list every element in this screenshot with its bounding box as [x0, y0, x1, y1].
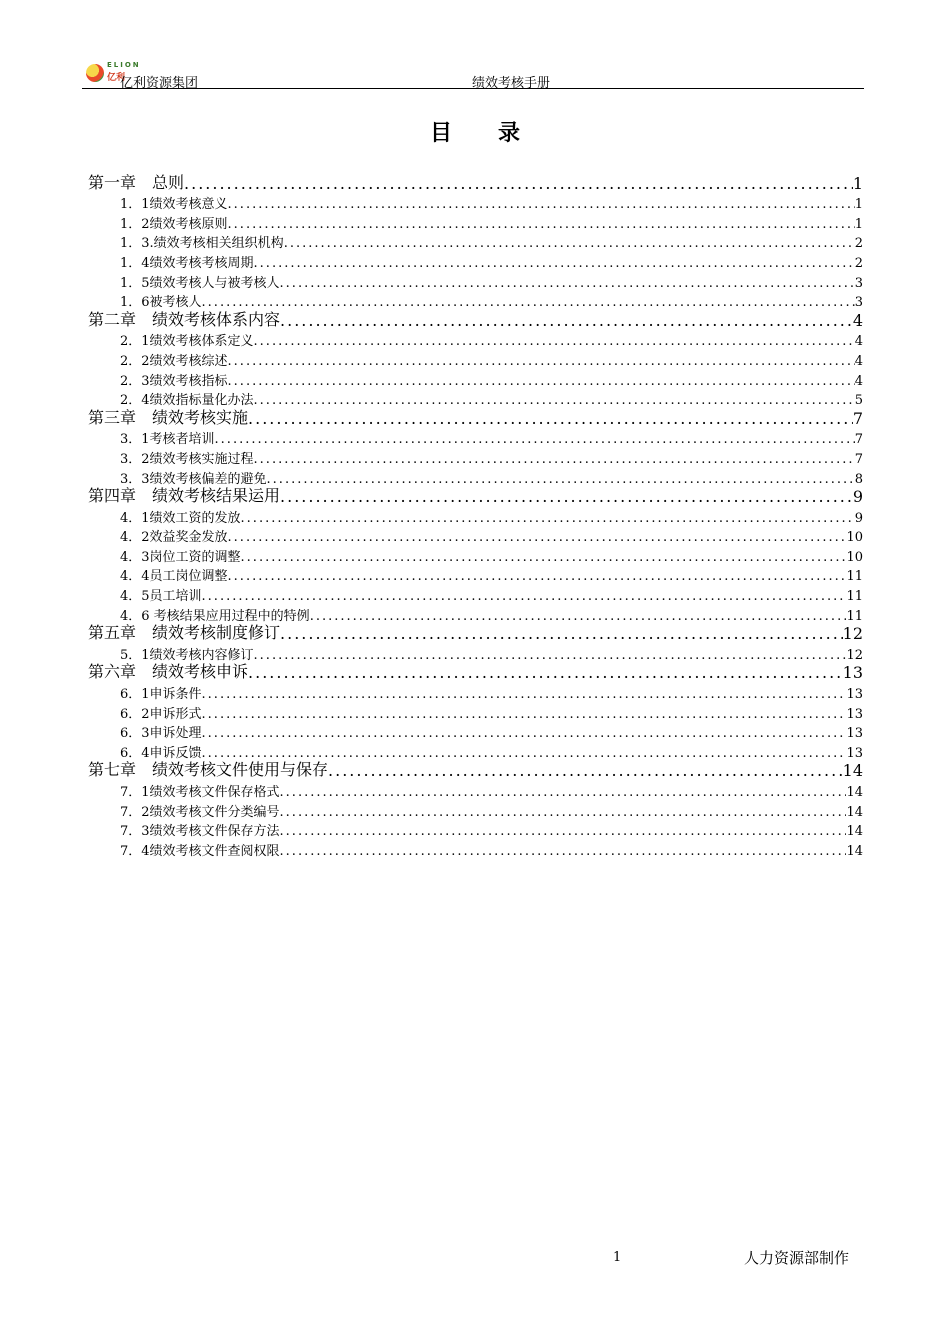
toc-entry-label: 3．2绩效考核实施过程	[120, 451, 254, 467]
toc-entry-label: 1．6被考核人	[120, 295, 202, 311]
toc-leader-dots	[228, 569, 847, 584]
toc-entry-label: 4．5员工培训	[120, 589, 202, 605]
toc-section-entry[interactable]	[88, 271, 863, 291]
toc-section-entry[interactable]	[88, 467, 863, 487]
toc-entry-page: 4	[854, 353, 863, 369]
company-name: 亿利资源集团	[120, 76, 199, 91]
toc-leader-dots	[254, 648, 847, 663]
toc-leader-dots	[328, 761, 843, 780]
toc-entry-label: 4．1绩效工资的发放	[120, 510, 241, 526]
toc-entry-label: 7．2绩效考核文件分类编号	[120, 804, 280, 820]
toc-leader-dots	[228, 374, 855, 389]
toc-leader-dots	[202, 746, 847, 761]
toc-section-entry[interactable]	[88, 565, 863, 585]
toc-entry-label: 4．6 考核结果应用过程中的特例	[120, 608, 310, 624]
toc-entry-label: 6．3申诉处理	[120, 726, 202, 742]
toc-leader-dots	[202, 589, 847, 604]
toc-entry-page: 4	[852, 310, 863, 330]
toc-entry-label: 2．2绩效考核综述	[120, 353, 228, 369]
toc-chapter-entry[interactable]	[88, 310, 863, 330]
toc-entry-page: 3	[854, 295, 863, 311]
logo-text-cn: 亿利	[107, 73, 126, 83]
toc-entry-page: 14	[846, 843, 863, 859]
toc-entry-label: 6．1申诉条件	[120, 687, 202, 703]
toc-entry-page: 1	[852, 173, 863, 193]
toc-entry-page: 3	[854, 275, 863, 291]
toc-section-entry[interactable]	[88, 447, 863, 467]
toc-entry-page: 14	[846, 824, 863, 840]
toc-leader-dots	[280, 276, 855, 291]
toc-entry-page: 1	[854, 216, 863, 232]
toc-section-entry[interactable]	[88, 584, 863, 604]
toc-entry-page: 13	[842, 663, 863, 683]
toc-entry-page: 14	[842, 761, 863, 781]
toc-entry-page: 11	[846, 589, 863, 605]
toc-entry-label: 第二章 绩效考核体系内容	[88, 310, 281, 329]
toc-entry-label: 7．4绩效考核文件查阅权限	[120, 843, 280, 859]
toc-section-entry[interactable]	[88, 330, 863, 350]
toc-leader-dots	[280, 487, 853, 506]
toc-chapter-entry[interactable]	[88, 624, 863, 644]
toc-leader-dots	[248, 663, 843, 682]
toc-entry-label: 1．3.绩效考核相关组织机构	[120, 236, 284, 252]
toc-section-entry[interactable]	[88, 506, 863, 526]
toc-leader-dots	[248, 409, 853, 428]
toc-leader-dots	[202, 295, 855, 310]
toc-entry-label: 6．4申诉反馈	[120, 745, 202, 761]
toc-section-entry[interactable]	[88, 643, 863, 663]
toc-leader-dots	[280, 311, 853, 330]
toc-leader-dots	[202, 687, 847, 702]
toc-entry-label: 4．3岗位工资的调整	[120, 549, 241, 565]
toc-entry-label: 2．1绩效考核体系定义	[120, 334, 254, 350]
toc-chapter-entry[interactable]	[88, 173, 863, 193]
toc-chapter-entry[interactable]	[88, 487, 863, 507]
toc-leader-dots	[202, 726, 847, 741]
toc-entry-label: 第一章 总则	[88, 173, 185, 192]
toc-entry-label: 第六章 绩效考核申诉	[88, 662, 249, 682]
toc-section-entry[interactable]	[88, 389, 863, 409]
toc-leader-dots	[280, 824, 847, 839]
page-number: 1	[613, 1250, 622, 1265]
toc-section-entry[interactable]	[88, 193, 863, 213]
toc-entry-page: 11	[846, 569, 863, 585]
toc-entry-page: 11	[846, 608, 863, 624]
toc-entry-page: 13	[846, 706, 863, 722]
toc-leader-dots	[254, 452, 855, 467]
toc-leader-dots	[215, 432, 855, 447]
toc-leader-dots	[241, 511, 855, 526]
toc-leader-dots	[254, 256, 855, 271]
toc-section-entry[interactable]	[88, 839, 863, 859]
page-title: 目录	[429, 121, 566, 146]
toc-entry-label: 1．5绩效考核人与被考核人	[120, 275, 280, 291]
toc-entry-label: 1．2绩效考核原则	[120, 216, 228, 232]
toc-entry-page: 7	[854, 432, 863, 448]
toc-section-entry[interactable]	[88, 545, 863, 565]
toc-entry-page: 14	[846, 804, 863, 820]
toc-entry-label: 7．3绩效考核文件保存方法	[120, 824, 280, 840]
toc-leader-dots	[254, 334, 855, 349]
toc-section-entry[interactable]	[88, 682, 863, 702]
toc-entry-label: 第五章 绩效考核制度修订	[88, 623, 281, 643]
toc-section-entry[interactable]	[88, 212, 863, 232]
toc-leader-dots	[202, 707, 847, 722]
toc-section-entry[interactable]	[88, 349, 863, 369]
toc-entry-page: 12	[846, 647, 863, 663]
toc-entry-label: 6．2申诉形式	[120, 706, 202, 722]
toc-section-entry[interactable]	[88, 428, 863, 448]
toc-section-entry[interactable]	[88, 780, 863, 800]
toc-section-entry[interactable]	[88, 722, 863, 742]
toc-entry-page: 2	[854, 236, 863, 252]
toc-chapter-entry[interactable]	[88, 663, 863, 683]
toc-section-entry[interactable]	[88, 604, 863, 624]
toc-entry-label: 7．1绩效考核文件保存格式	[120, 785, 280, 800]
toc-section-entry[interactable]	[88, 800, 863, 820]
toc-leader-dots	[254, 393, 855, 408]
toc-section-entry[interactable]	[88, 820, 863, 840]
toc-entry-page: 13	[846, 726, 863, 742]
toc-entry-label: 4．4员工岗位调整	[120, 569, 228, 585]
toc-entry-label: 5．1绩效考核内容修订	[120, 647, 254, 663]
toc-leader-dots	[280, 844, 847, 859]
toc-chapter-entry[interactable]	[88, 761, 863, 781]
toc-section-entry[interactable]	[88, 702, 863, 722]
toc-leader-dots	[280, 785, 847, 800]
toc-entry-page: 7	[854, 451, 863, 467]
toc-section-entry[interactable]	[88, 232, 863, 252]
toc-section-entry[interactable]	[88, 369, 863, 389]
toc-entry-label: 1．1绩效考核意义	[120, 197, 228, 213]
toc-entry-label: 3．1考核者培训	[120, 432, 215, 448]
logo-text-en: ELION	[107, 61, 141, 69]
toc-entry-label: 3．3绩效考核偏差的避免	[120, 471, 267, 487]
toc-leader-dots	[280, 805, 847, 820]
toc-leader-dots	[228, 217, 855, 232]
toc-entry-label: 4．2效益奖金发放	[120, 530, 228, 546]
toc-section-entry[interactable]	[88, 291, 863, 311]
toc-entry-page: 13	[846, 745, 863, 761]
toc-entry-page: 12	[842, 624, 863, 644]
toc-section-entry[interactable]	[88, 741, 863, 761]
toc-entry-page: 10	[846, 530, 863, 546]
toc-leader-dots	[228, 354, 855, 369]
toc-entry-page: 4	[854, 334, 863, 350]
toc-entry-page: 7	[852, 408, 863, 428]
toc-entry-label: 第七章 绩效考核文件使用与保存	[88, 760, 329, 780]
logo-emblem-icon	[86, 64, 104, 82]
toc-entry-label: 2．3绩效考核指标	[120, 373, 228, 389]
footer-department: 人力资源部制作	[744, 1249, 850, 1267]
toc-entry-label: 第三章 绩效考核实施	[88, 408, 249, 427]
toc-entry-label: 1．4绩效考核考核周期	[120, 255, 254, 271]
toc-entry-label: 2．4绩效指标量化办法	[120, 393, 254, 409]
toc-leader-dots	[184, 174, 853, 193]
toc-section-entry[interactable]	[88, 526, 863, 546]
toc-entry-label: 第四章 绩效考核结果运用	[88, 486, 281, 506]
toc-section-entry[interactable]	[88, 251, 863, 271]
toc-entry-page: 5	[854, 393, 863, 409]
manual-title: 绩效考核手册	[472, 76, 551, 91]
toc-entry-page: 14	[846, 785, 863, 800]
toc-entry-page: 10	[846, 549, 863, 565]
toc-leader-dots	[228, 530, 847, 545]
toc-entry-page: 9	[854, 510, 863, 526]
toc-entry-page: 13	[846, 687, 863, 703]
toc-entry-page: 4	[854, 373, 863, 389]
toc-entry-page: 1	[854, 197, 863, 213]
page-header	[82, 58, 864, 89]
toc-leader-dots	[310, 609, 847, 624]
toc-leader-dots	[267, 472, 855, 487]
toc-entry-page: 9	[852, 487, 863, 507]
toc-leader-dots	[284, 236, 855, 251]
toc-leader-dots	[241, 550, 847, 565]
toc-entry-page: 2	[854, 255, 863, 271]
toc-leader-dots	[280, 624, 843, 643]
toc-chapter-entry[interactable]	[88, 408, 863, 428]
table-of-contents	[88, 173, 863, 859]
toc-entry-page: 8	[854, 471, 863, 487]
toc-leader-dots	[228, 197, 855, 212]
